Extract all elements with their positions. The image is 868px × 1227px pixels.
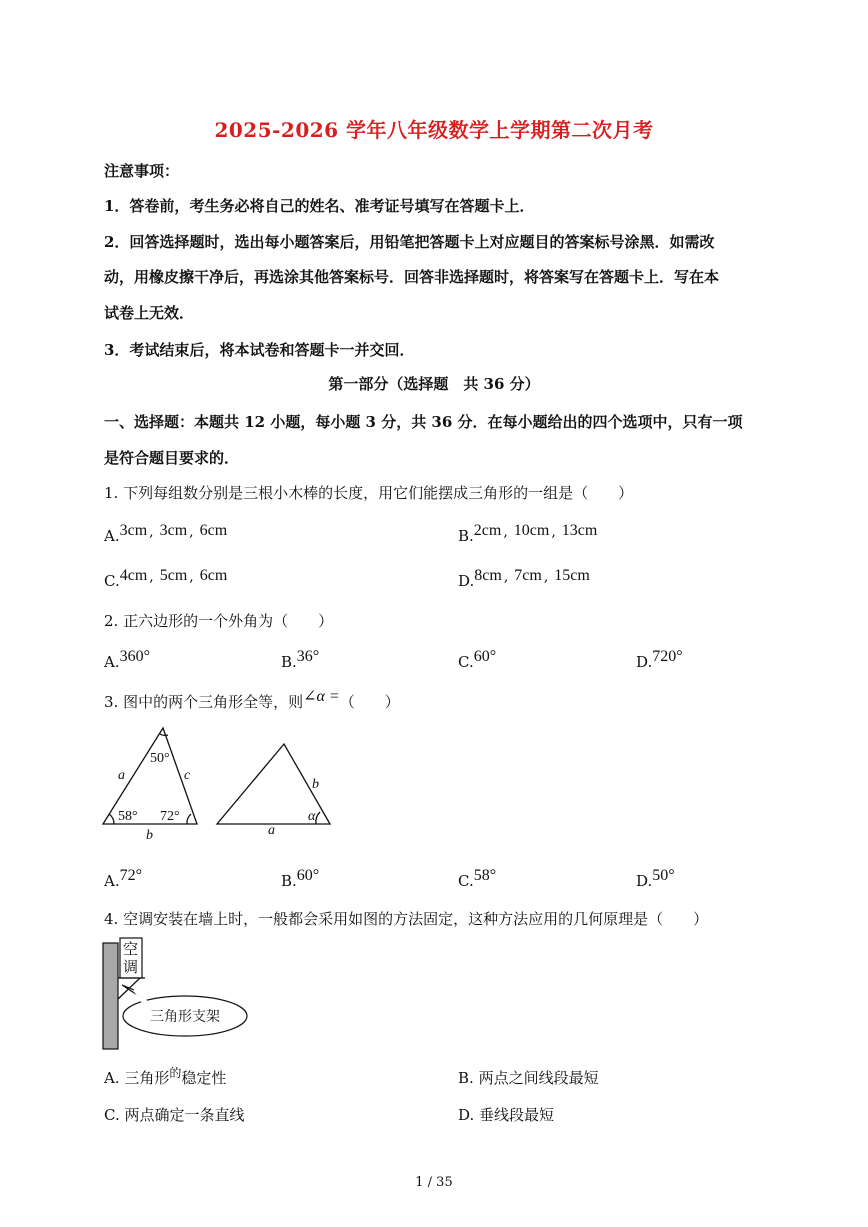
side-a-label: a [118,768,125,783]
q2-option-d[interactable]: D.720° [636,648,683,671]
option-letter: A. [104,527,120,545]
angle-top-label: 50° [150,751,170,766]
page-number: 1 / 35 [415,1175,453,1190]
section-heading: 一、选择题：本题共 12 小题，每小题 3 分，共 36 分．在每小题给出的四个选项中，只有一项 [104,413,743,431]
q4-option-c[interactable]: C. 两点确定一条直线 [104,1106,245,1124]
side-c-label: c [184,768,191,783]
q3-stem: 3. 图中的两个三角形全等，则∠α =（ ） [104,688,400,711]
side-b-label: b [146,828,153,842]
option-letter: A. [104,872,120,890]
q4-option-a[interactable]: A. 三角形$^的$稳定性 [104,1066,227,1087]
ac-char-1: 空 [123,942,139,958]
side-a-label-2: a [268,823,275,838]
notice-item-2-end: 试卷上无效． [104,304,195,322]
notice-item-2-cont: 动，用橡皮擦干净后，再选涂其他答案标号．回答非选择题时，将答案写在答题卡上．写在本 [104,268,720,286]
q1-option-d[interactable]: D.8cm , 7cm , 15cm [458,567,590,590]
air-conditioner-figure [100,935,260,1053]
q4-option-b[interactable]: B. 两点之间线段最短 [458,1069,599,1087]
q2-option-c[interactable]: C.60° [458,648,497,671]
section-heading-cont: 是符合题目要求的． [104,449,240,467]
side-b-label-2: b [312,777,319,792]
notice-item-1: 1．答卷前，考生务必将自己的姓名、准考证号填写在答题卡上． [104,197,535,215]
option-letter: A. [104,1069,120,1087]
notice-heading: 注意事项： [104,162,180,180]
option-letter: D. [636,653,653,671]
option-letter: B. [281,653,297,671]
option-letter: D. [458,1106,475,1124]
q1-option-c[interactable]: C.4cm , 5cm , 6cm [104,567,228,590]
q1-option-a[interactable]: A.3cm , 3cm , 6cm [104,522,228,545]
q1-stem: 1. 下列每组数分别是三根小木棒的长度，用它们能摆成三角形的一组是（ ） [104,484,634,502]
option-letter: C. [104,572,120,590]
q3-option-c[interactable]: C.58° [458,867,497,890]
bubble-label: 三角形支架 [150,1009,220,1025]
option-letter: A. [104,653,120,671]
q3-option-d[interactable]: D.50° [636,867,675,890]
page-title: 2025-2026 学年八年级数学上学期第二次月考 [214,118,654,142]
q4-stem: 4. 空调安装在墙上时，一般都会采用如图的方法固定，这种方法应用的几何原理是（ ） [104,910,709,928]
q2-stem: 2. 正六边形的一个外角为（ ） [104,612,334,630]
q3-option-b[interactable]: B.60° [281,867,320,890]
option-letter: D. [636,872,653,890]
angle-right-label: 72° [160,809,180,824]
option-letter: D. [458,572,475,590]
q4-option-d[interactable]: D. 垂线段最短 [458,1106,555,1124]
angle-left-label: 58° [118,809,138,824]
q1-option-b[interactable]: B.2cm , 10cm , 13cm [458,522,598,545]
option-letter: C. [458,653,474,671]
option-letter: C. [104,1106,120,1124]
alpha-label: α [308,809,316,824]
option-letter: B. [281,872,297,890]
notice-item-3: 3．考试结束后，将本试卷和答题卡一并交回． [104,341,415,359]
wall-icon [103,943,118,1049]
ac-char-2: 调 [123,960,139,976]
option-letter: B. [458,527,474,545]
q3-option-a[interactable]: A.72° [104,867,143,890]
part-title: 第一部分（选择题 共 36 分） [328,375,540,393]
option-letter: C. [458,872,474,890]
congruent-triangles-figure [100,722,340,842]
q2-option-b[interactable]: B.36° [281,648,320,671]
q2-option-a[interactable]: A.360° [104,648,151,671]
option-letter: B. [458,1069,474,1087]
notice-item-2: 2．回答选择题时，选出每小题答案后，用铅笔把答题卡上对应题目的答案标号涂黑．如需改 [104,233,715,251]
